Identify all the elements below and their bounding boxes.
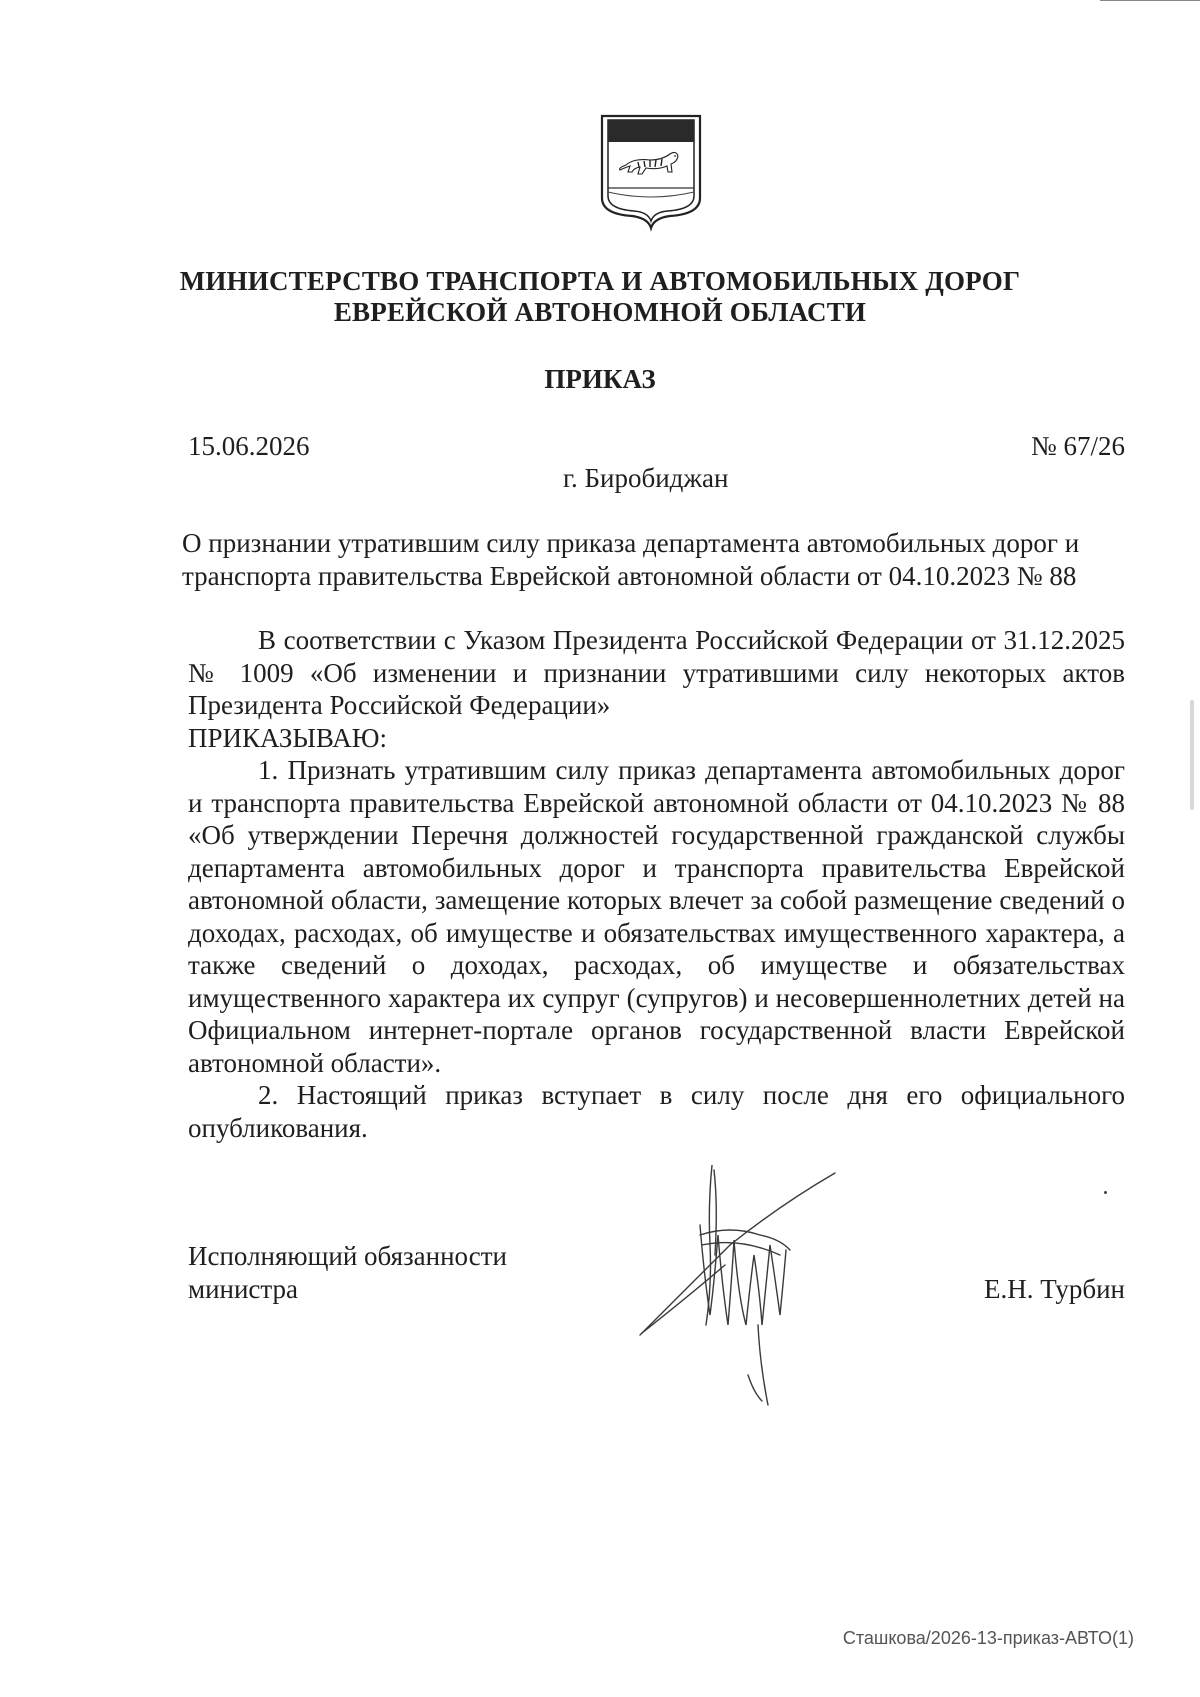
scan-artifact [1190, 700, 1194, 810]
subject-line-2: транспорта правительства Еврейской автономной области от 04.10.2023 № 88 [182, 561, 1077, 591]
footer-file-reference: Сташкова/2026-13-приказ-АВТО(1) [842, 1628, 1134, 1648]
subject-line-1: О признании утратившим силу приказа департамента автомобильных дорог и [182, 528, 1080, 558]
signer-position-line-2: министра [188, 1274, 299, 1304]
coat-of-arms-tiger-icon [598, 110, 704, 234]
document-city: г. Биробиджан [563, 463, 729, 493]
scan-edge-line [1100, 0, 1200, 1]
ministry-title-line-1: МИНИСТЕРСТВО ТРАНСПОРТА И АВТОМОБИЛЬНЫХ ДОРОГ [179, 266, 1021, 296]
ministry-title-line-2: ЕВРЕЙСКОЙ АВТОНОМНОЙ ОБЛАСТИ [333, 297, 867, 327]
signer-position-line-1: Исполняющий обязанности [188, 1241, 507, 1271]
order-item-2: 2. Настоящий приказ вступает в силу после дня его официального опубликования. [188, 1080, 1125, 1143]
document-date: 15.06.2026 [188, 431, 310, 461]
document-body [188, 624, 1125, 1144]
preamble-paragraph: В соответствии с Указом Президента Российской Федерации от 31.12.2025 № 1009 «Об изменении и признании утратившими силу некоторых актов Президента Российской Федерации» [188, 625, 1125, 720]
order-item-1: 1. Признать утратившим силу приказ департамента автомобильных дорог и транспорта правительства Еврейской автономной области от 04.10.2023 № 88 «Об утверждении Перечня должностей государственной гражданской службы департамента автомобильных дорог и транспорта правительства Еврейской автономной области, замещение которых влечет за собой размещение сведений о доходах, расходах, об имуществе и обязательствах имущественного характера, а также сведений о доходах, расходах, об имуществе и обязательствах имущественного характера их супруг (супругов) и несовершеннолетних детей на Официальном интернет-портале органов государственной власти Еврейской автономной области». [188, 755, 1125, 1078]
signer-name: Е.Н. Турбин [983, 1274, 1125, 1304]
document-type-title: ПРИКАЗ [544, 364, 656, 394]
order-word: ПРИКАЗЫВАЮ: [188, 722, 387, 753]
document-number: № 67/26 [1030, 431, 1125, 461]
handwritten-signature [630, 1165, 850, 1410]
scan-dot [1104, 1191, 1107, 1194]
